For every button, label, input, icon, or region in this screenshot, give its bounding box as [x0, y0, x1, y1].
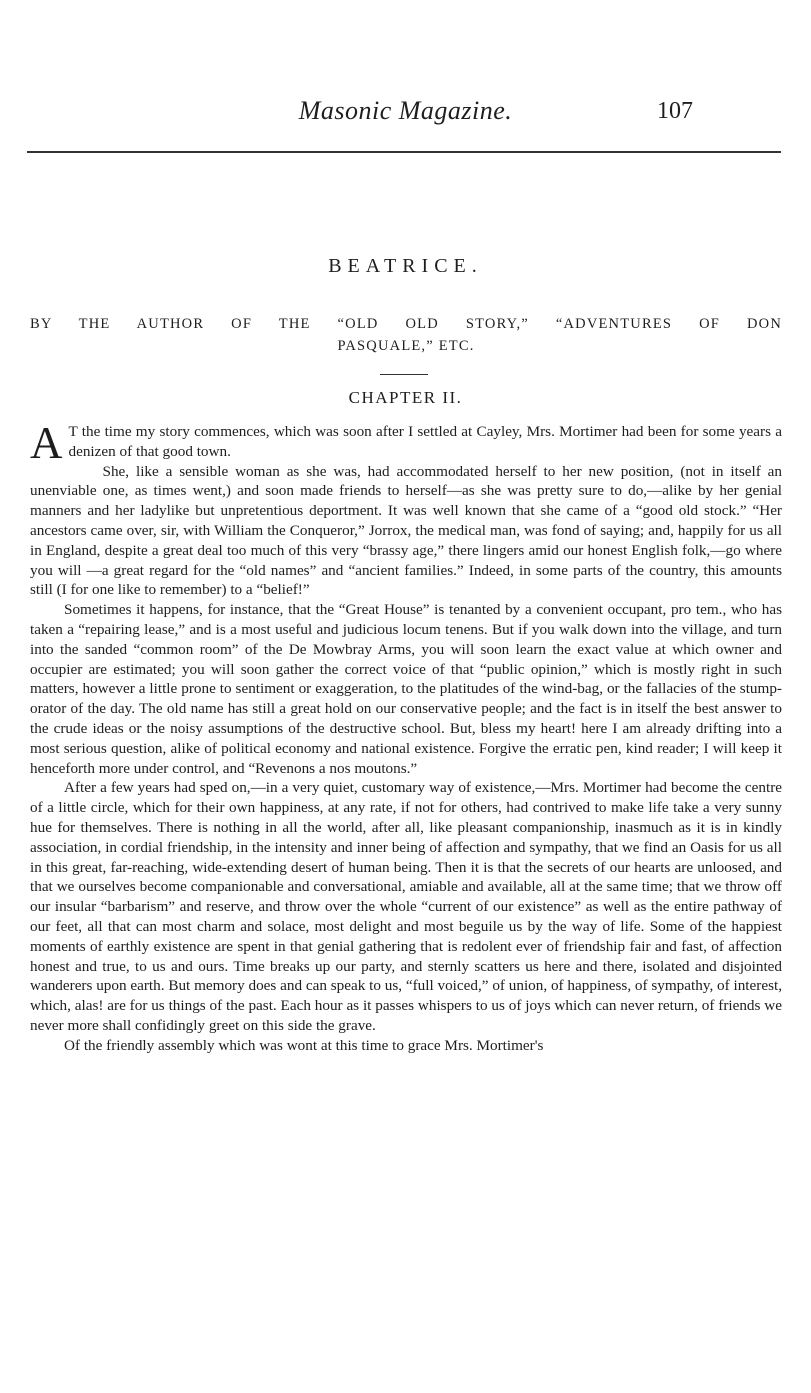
paragraph-2: She, like a sensible woman as she was, had accommodated herself to her new position, (not in itself an unenviable one, as times went,) and soon made friends to herself—as she was pretty sure to do,—alike by her genial manners and her ladylike but unpretentious deportment. It was well known that she came of a “good old stock.” “Her ancestors came over, sir, with William the Conqueror,” Jorrox, the medical man, was fond of saying; and, happily for us all in England, despite a great deal too much of this very “brassy age,” there lingers amid our honest English folk,—go where you will —a great regard for the “old names” and “ancient families.” Indeed, in some parts of the country, this amounts still (I for one like to remember) to a “belief!”	[30, 462, 782, 599]
chapter-heading: CHAPTER II.	[348, 388, 463, 407]
page-number: 107	[657, 98, 693, 124]
paragraph-4: After a few years had sped on,—in a very quiet, customary way of existence,—Mrs. Mortimer had become the centre of a little circle, which for their own happiness, at any rate, if not for others, had contrived to make life take a very sunny hue for themselves. There is nothing in all the world, after all, like pleasant companionship, inasmuch as it is in kindly association, in cordial friendship, in the intensity and inner being of affection and sympathy, that we find an Oasis for us all in this great, far-reaching, wide-extending desert of human being. Then it is that the secrets of our hearts are unloosed, and that we ourselves become companionable and conversational, amiable and available, all at the same time; that we throw off our insular “barbarism” and reserve, and throw over the whole “current of our existence” as well as the entire pathway of our feet, all that can most charm and solace, most delight and most beguile us by the way of life. Some of the happiest moments of earthly existence are spent in that genial gathering that is redolent ever of friendship fair and fast, of affection honest and true, to us and ours. Time breaks up our party, and sternly scatters us here and there, isolated and disjointed wanderers upon earth. But memory does and can speak to us, “full voiced,” of union, of happiness, of sympathy, of interest, which, alas! are for us things of the past. Each hour as it passes whispers to us of joys which can never return, of friends we never more shall confidingly greet on this side the grave.	[30, 779, 782, 1034]
paragraph-1-text: T the time my story commences, which was soon after I settled at Cayley, Mrs. Mortimer had been for some years a denizen of that good town.	[68, 423, 782, 460]
paragraph-5: Of the friendly assembly which was wont at this time to grace Mrs. Mortimer's	[64, 1036, 544, 1054]
title-divider	[380, 374, 428, 375]
byline-line-1: BY THE AUTHOR OF THE “OLD OLD STORY,” “ADVENTURES OF DON	[30, 316, 782, 332]
drop-cap: A	[30, 422, 63, 468]
paragraph-1	[30, 422, 782, 468]
magazine-title: Masonic Magazine.	[298, 96, 513, 125]
article-body	[30, 422, 782, 1382]
byline	[30, 313, 782, 357]
paragraph-3: Sometimes it happens, for instance, that the “Great House” is tenanted by a convenient occupant, pro tem., who has taken a “repairing lease,” and is a most useful and judicious locum tenens. But if you walk down into the village, and turn into the sanded “common room” of the De Mowbray Arms, you will soon learn the exact value at which owner and occupier are estimated; you will soon gather the correct voice of that “public opinion,” which is mostly right in such matters, however a little prone to sentiment or exaggeration, to the platitudes of the wind-bag, or the fallacies of the stump-orator of the day. The old name has still a great hold on our conservative people; and the fact is in itself the best answer to the crude ideas or the noisy assumptions of the destructive school. But, bless my heart! here I am already drifting into a most serious question, alike of political economy and national existence. Forgive the erratic pen, kind reader; I will keep it henceforth more under control, and “Revenons a nos moutons.”	[30, 601, 782, 777]
byline-line-2: PASQUALE,” ETC.	[337, 338, 475, 354]
running-head	[0, 96, 811, 132]
article-title: BEATRICE.	[328, 255, 483, 277]
header-rule	[27, 151, 781, 153]
